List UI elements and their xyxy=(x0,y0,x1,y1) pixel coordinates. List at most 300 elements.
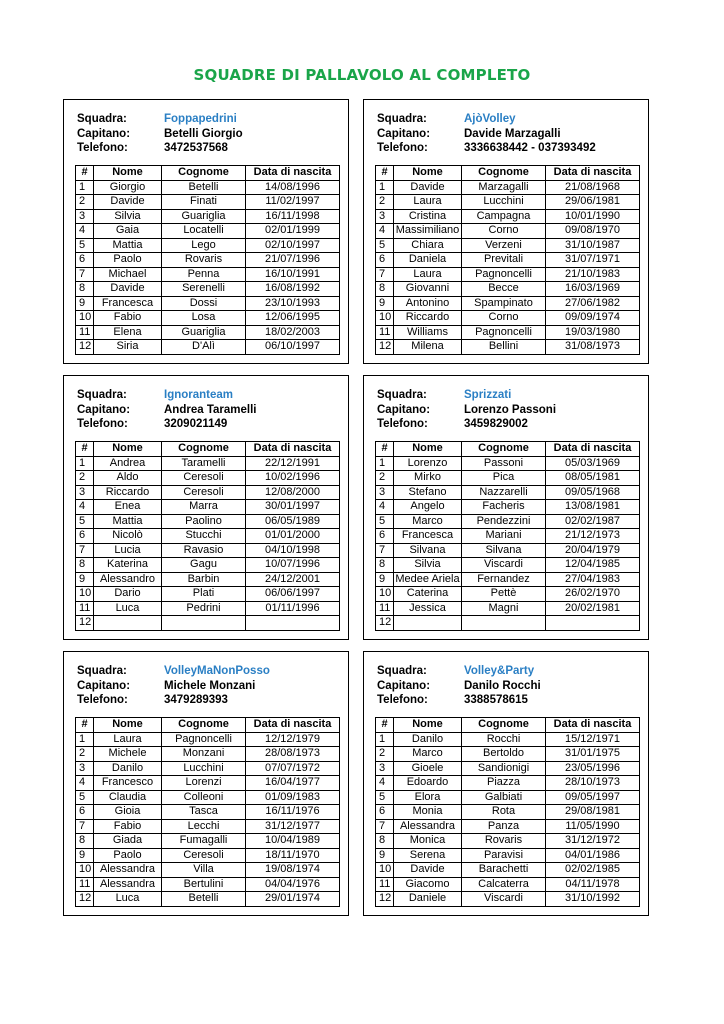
player-number: 10 xyxy=(76,863,94,878)
table-row xyxy=(76,456,340,471)
player-last-name: Lucchini xyxy=(162,761,246,776)
player-birth-date: 12/12/1979 xyxy=(246,732,340,747)
table-row xyxy=(376,572,640,587)
team-name: Sprizzati xyxy=(464,389,512,401)
player-birth-date xyxy=(546,616,640,631)
table-row xyxy=(376,805,640,820)
player-last-name: Gagu xyxy=(162,558,246,573)
table-row xyxy=(376,325,640,340)
info-row-telefono xyxy=(77,141,342,156)
table-header-row xyxy=(76,442,340,457)
header-data-nascita: Data di nascita xyxy=(246,166,340,181)
team-name: Ignoranteam xyxy=(164,389,234,401)
player-birth-date: 12/06/1995 xyxy=(246,311,340,326)
table-row xyxy=(76,180,340,195)
header-number: # xyxy=(76,166,94,181)
captain-label: Capitano: xyxy=(377,127,431,140)
table-header-row xyxy=(76,166,340,181)
player-birth-date: 10/02/1996 xyxy=(246,471,340,486)
player-first-name: Francesca xyxy=(94,296,162,311)
player-last-name: Magni xyxy=(462,601,546,616)
player-first-name: Mattia xyxy=(94,238,162,253)
player-first-name: Chiara xyxy=(394,238,462,253)
player-last-name: Pettè xyxy=(462,587,546,602)
info-row-squadra xyxy=(77,112,342,127)
phone-label: Telefono: xyxy=(77,418,128,430)
player-first-name: Nicolò xyxy=(94,529,162,544)
info-row-telefono xyxy=(377,417,642,432)
table-row xyxy=(376,456,640,471)
table-row xyxy=(76,296,340,311)
captain-name: Andrea Taramelli xyxy=(164,403,257,416)
player-first-name: Silvana xyxy=(394,543,462,558)
player-birth-date: 31/07/1971 xyxy=(546,253,640,268)
table-row xyxy=(76,805,340,820)
player-first-name: Serena xyxy=(394,848,462,863)
table-row xyxy=(76,572,340,587)
player-number: 7 xyxy=(76,267,94,282)
player-first-name: Stefano xyxy=(394,485,462,500)
info-row-capitano xyxy=(77,403,342,418)
table-row xyxy=(76,877,340,892)
player-birth-date: 29/06/1981 xyxy=(546,195,640,210)
player-birth-date: 30/01/1997 xyxy=(246,500,340,515)
team-name: VolleyMaNonPosso xyxy=(164,665,270,677)
header-nome: Nome xyxy=(94,718,162,733)
player-birth-date: 04/01/1986 xyxy=(546,848,640,863)
player-last-name: Rovaris xyxy=(462,834,546,849)
player-birth-date: 31/01/1975 xyxy=(546,747,640,762)
player-number: 11 xyxy=(376,325,394,340)
team-ajovolley-card xyxy=(363,99,649,364)
phone-label: Telefono: xyxy=(77,694,128,706)
table-row xyxy=(76,267,340,282)
player-first-name: Enea xyxy=(94,500,162,515)
player-first-name: Siria xyxy=(94,340,162,355)
player-first-name: Gioia xyxy=(94,805,162,820)
player-number: 7 xyxy=(76,543,94,558)
player-number: 2 xyxy=(376,471,394,486)
player-birth-date: 12/08/2000 xyxy=(246,485,340,500)
player-birth-date: 16/11/1976 xyxy=(246,805,340,820)
team-volley-party-card xyxy=(363,651,649,916)
header-data-nascita: Data di nascita xyxy=(546,718,640,733)
player-first-name: Davide xyxy=(394,863,462,878)
player-birth-date: 16/03/1969 xyxy=(546,282,640,297)
player-number: 7 xyxy=(76,819,94,834)
player-birth-date: 28/10/1973 xyxy=(546,776,640,791)
player-number: 12 xyxy=(76,340,94,355)
player-first-name: Edoardo xyxy=(394,776,462,791)
player-last-name xyxy=(162,616,246,631)
player-number: 6 xyxy=(376,805,394,820)
info-row-capitano xyxy=(377,403,642,418)
player-number: 4 xyxy=(376,776,394,791)
player-last-name: Locatelli xyxy=(162,224,246,239)
team-volleymanonposso-card xyxy=(63,651,349,916)
player-number: 12 xyxy=(376,340,394,355)
player-birth-date: 06/06/1997 xyxy=(246,587,340,602)
table-row xyxy=(376,500,640,515)
player-birth-date: 05/03/1969 xyxy=(546,456,640,471)
player-birth-date: 01/01/2000 xyxy=(246,529,340,544)
player-last-name xyxy=(462,616,546,631)
player-first-name: Lucia xyxy=(94,543,162,558)
player-last-name: Guariglia xyxy=(162,209,246,224)
player-first-name: Cristina xyxy=(394,209,462,224)
player-birth-date: 06/10/1997 xyxy=(246,340,340,355)
player-number: 6 xyxy=(76,805,94,820)
table-row xyxy=(376,267,640,282)
info-row-squadra xyxy=(377,664,642,679)
info-row-telefono xyxy=(77,417,342,432)
player-first-name: Laura xyxy=(394,267,462,282)
player-number: 9 xyxy=(76,848,94,863)
player-birth-date: 14/08/1996 xyxy=(246,180,340,195)
player-number: 12 xyxy=(376,616,394,631)
table-row xyxy=(76,834,340,849)
header-cognome: Cognome xyxy=(162,166,246,181)
table-row xyxy=(76,747,340,762)
player-first-name: Marco xyxy=(394,747,462,762)
player-number: 2 xyxy=(76,747,94,762)
player-number: 4 xyxy=(376,224,394,239)
player-birth-date: 27/06/1982 xyxy=(546,296,640,311)
player-number: 11 xyxy=(376,877,394,892)
player-number: 8 xyxy=(376,282,394,297)
player-last-name: Verzeni xyxy=(462,238,546,253)
player-last-name: Plati xyxy=(162,587,246,602)
table-row xyxy=(76,311,340,326)
player-number: 7 xyxy=(376,543,394,558)
player-birth-date: 24/12/2001 xyxy=(246,572,340,587)
table-row xyxy=(376,311,640,326)
player-birth-date: 02/10/1997 xyxy=(246,238,340,253)
player-last-name: Becce xyxy=(462,282,546,297)
player-last-name: Pendezzini xyxy=(462,514,546,529)
team-info xyxy=(377,388,642,432)
player-number: 6 xyxy=(76,529,94,544)
phone-number: 3472537568 xyxy=(164,142,228,154)
player-first-name: Katerina xyxy=(94,558,162,573)
player-last-name: Lego xyxy=(162,238,246,253)
header-nome: Nome xyxy=(394,442,462,457)
player-last-name: Lorenzi xyxy=(162,776,246,791)
player-birth-date: 11/05/1990 xyxy=(546,819,640,834)
player-number: 9 xyxy=(376,848,394,863)
table-row xyxy=(76,238,340,253)
player-last-name: Marzagalli xyxy=(462,180,546,195)
player-number: 2 xyxy=(376,195,394,210)
table-row xyxy=(376,195,640,210)
player-birth-date: 27/04/1983 xyxy=(546,572,640,587)
player-birth-date: 18/02/2003 xyxy=(246,325,340,340)
player-birth-date: 20/02/1981 xyxy=(546,601,640,616)
phone-number: 3388578615 xyxy=(464,694,528,706)
player-last-name: Mariani xyxy=(462,529,546,544)
phone-number: 3336638442 - 037393492 xyxy=(464,142,596,154)
team-info xyxy=(377,664,642,708)
player-birth-date: 31/10/1987 xyxy=(546,238,640,253)
table-row xyxy=(76,819,340,834)
player-last-name: Pagnoncelli xyxy=(162,732,246,747)
header-nome: Nome xyxy=(394,166,462,181)
table-row xyxy=(376,892,640,907)
player-birth-date: 12/04/1985 xyxy=(546,558,640,573)
player-number: 1 xyxy=(76,180,94,195)
player-first-name: Danilo xyxy=(94,761,162,776)
player-last-name: Pica xyxy=(462,471,546,486)
player-first-name: Davide xyxy=(94,282,162,297)
table-row xyxy=(376,514,640,529)
header-number: # xyxy=(376,166,394,181)
player-last-name: Rota xyxy=(462,805,546,820)
player-last-name: Nazzarelli xyxy=(462,485,546,500)
table-row xyxy=(376,485,640,500)
player-birth-date: 21/12/1973 xyxy=(546,529,640,544)
captain-label: Capitano: xyxy=(77,127,131,140)
player-birth-date: 23/05/1996 xyxy=(546,761,640,776)
team-name-label: Squadra: xyxy=(377,389,427,401)
player-number: 5 xyxy=(376,514,394,529)
player-number: 9 xyxy=(76,572,94,587)
captain-label: Capitano: xyxy=(377,403,431,416)
player-number: 5 xyxy=(376,238,394,253)
player-first-name: Danilo xyxy=(394,732,462,747)
table-row xyxy=(76,209,340,224)
player-number: 11 xyxy=(76,601,94,616)
header-cognome: Cognome xyxy=(462,718,546,733)
player-birth-date: 16/04/1977 xyxy=(246,776,340,791)
player-first-name: Gaia xyxy=(94,224,162,239)
player-last-name: Ceresoli xyxy=(162,848,246,863)
player-birth-date: 09/09/1974 xyxy=(546,311,640,326)
player-last-name: Serenelli xyxy=(162,282,246,297)
table-row xyxy=(376,732,640,747)
player-first-name: Elena xyxy=(94,325,162,340)
player-birth-date: 09/05/1968 xyxy=(546,485,640,500)
player-number: 9 xyxy=(376,572,394,587)
player-first-name: Aldo xyxy=(94,471,162,486)
info-row-squadra xyxy=(377,112,642,127)
player-birth-date: 16/10/1991 xyxy=(246,267,340,282)
player-birth-date: 07/07/1972 xyxy=(246,761,340,776)
player-last-name: Betelli xyxy=(162,180,246,195)
player-birth-date: 13/08/1981 xyxy=(546,500,640,515)
table-row xyxy=(376,558,640,573)
table-row xyxy=(76,558,340,573)
player-last-name: Campagna xyxy=(462,209,546,224)
player-first-name: Antonino xyxy=(394,296,462,311)
captain-name: Betelli Giorgio xyxy=(164,127,243,140)
player-first-name: Alessandra xyxy=(94,863,162,878)
phone-number: 3479289393 xyxy=(164,694,228,706)
player-first-name: Giovanni xyxy=(394,282,462,297)
player-last-name: Betelli xyxy=(162,892,246,907)
header-number: # xyxy=(76,442,94,457)
player-number: 6 xyxy=(76,253,94,268)
phone-label: Telefono: xyxy=(377,142,428,154)
table-row xyxy=(76,892,340,907)
table-row xyxy=(76,848,340,863)
player-birth-date: 08/05/1981 xyxy=(546,471,640,486)
table-row xyxy=(76,732,340,747)
header-data-nascita: Data di nascita xyxy=(246,718,340,733)
player-first-name: Angelo xyxy=(394,500,462,515)
player-first-name: Gioele xyxy=(394,761,462,776)
player-first-name: Monica xyxy=(394,834,462,849)
team-info xyxy=(77,112,342,156)
player-last-name: Viscardi xyxy=(462,558,546,573)
players-table xyxy=(375,717,640,907)
table-row xyxy=(376,529,640,544)
player-birth-date: 31/12/1972 xyxy=(546,834,640,849)
players-table xyxy=(75,717,340,907)
table-row xyxy=(76,340,340,355)
player-number: 11 xyxy=(76,877,94,892)
player-last-name: Pagnoncelli xyxy=(462,325,546,340)
player-number: 7 xyxy=(376,267,394,282)
player-first-name: Caterina xyxy=(394,587,462,602)
player-first-name: Milena xyxy=(394,340,462,355)
table-row xyxy=(76,282,340,297)
table-row xyxy=(76,471,340,486)
header-data-nascita: Data di nascita xyxy=(546,166,640,181)
player-number: 10 xyxy=(376,863,394,878)
player-last-name: Bertoldo xyxy=(462,747,546,762)
player-birth-date: 28/08/1973 xyxy=(246,747,340,762)
header-data-nascita: Data di nascita xyxy=(546,442,640,457)
team-info xyxy=(77,388,342,432)
player-birth-date: 21/10/1983 xyxy=(546,267,640,282)
player-last-name: Calcaterra xyxy=(462,877,546,892)
table-row xyxy=(376,747,640,762)
table-row xyxy=(76,616,340,631)
table-header-row xyxy=(76,718,340,733)
player-number: 5 xyxy=(376,790,394,805)
table-row xyxy=(376,761,640,776)
player-first-name: Lorenzo xyxy=(394,456,462,471)
players-table xyxy=(75,165,340,355)
player-first-name: Francesco xyxy=(94,776,162,791)
player-number: 3 xyxy=(76,761,94,776)
player-number: 1 xyxy=(376,732,394,747)
players-table xyxy=(375,441,640,631)
player-first-name: Alessandra xyxy=(394,819,462,834)
player-last-name: Lucchini xyxy=(462,195,546,210)
player-first-name: Michael xyxy=(94,267,162,282)
player-birth-date: 02/01/1999 xyxy=(246,224,340,239)
player-first-name: Daniele xyxy=(394,892,462,907)
team-sprizzati-card xyxy=(363,375,649,640)
player-first-name: Monia xyxy=(394,805,462,820)
phone-label: Telefono: xyxy=(77,142,128,154)
player-first-name: Giada xyxy=(94,834,162,849)
player-birth-date: 21/08/1968 xyxy=(546,180,640,195)
player-last-name: Dossi xyxy=(162,296,246,311)
team-name: AjòVolley xyxy=(464,113,516,125)
info-row-squadra xyxy=(77,664,342,679)
player-number: 10 xyxy=(76,311,94,326)
table-row xyxy=(376,224,640,239)
player-birth-date: 02/02/1985 xyxy=(546,863,640,878)
player-number: 3 xyxy=(76,209,94,224)
player-number: 3 xyxy=(376,209,394,224)
player-number: 12 xyxy=(76,616,94,631)
table-row xyxy=(76,514,340,529)
player-number: 4 xyxy=(376,500,394,515)
header-cognome: Cognome xyxy=(462,166,546,181)
player-number: 3 xyxy=(76,485,94,500)
table-row xyxy=(376,180,640,195)
table-row xyxy=(376,848,640,863)
player-last-name: Previtali xyxy=(462,253,546,268)
player-birth-date xyxy=(246,616,340,631)
team-name-label: Squadra: xyxy=(77,389,127,401)
player-last-name: Barachetti xyxy=(462,863,546,878)
player-birth-date: 15/12/1971 xyxy=(546,732,640,747)
player-last-name: Rovaris xyxy=(162,253,246,268)
player-first-name: Alessandra xyxy=(94,877,162,892)
table-row xyxy=(376,616,640,631)
player-number: 10 xyxy=(376,587,394,602)
player-last-name: Marra xyxy=(162,500,246,515)
player-number: 9 xyxy=(76,296,94,311)
player-number: 2 xyxy=(376,747,394,762)
player-last-name: Rocchi xyxy=(462,732,546,747)
player-first-name: Mirko xyxy=(394,471,462,486)
player-last-name: Facheris xyxy=(462,500,546,515)
player-first-name: Paolo xyxy=(94,253,162,268)
player-first-name: Giacomo xyxy=(394,877,462,892)
info-row-squadra xyxy=(377,388,642,403)
table-row xyxy=(76,543,340,558)
player-birth-date: 04/11/1978 xyxy=(546,877,640,892)
player-birth-date: 01/09/1983 xyxy=(246,790,340,805)
player-first-name: Riccardo xyxy=(94,485,162,500)
player-birth-date: 19/03/1980 xyxy=(546,325,640,340)
player-first-name xyxy=(94,616,162,631)
player-number: 1 xyxy=(76,456,94,471)
info-row-capitano xyxy=(77,127,342,142)
info-row-telefono xyxy=(377,693,642,708)
player-last-name: Penna xyxy=(162,267,246,282)
player-number: 4 xyxy=(76,776,94,791)
player-number: 12 xyxy=(76,892,94,907)
player-birth-date: 09/08/1970 xyxy=(546,224,640,239)
player-number: 8 xyxy=(76,834,94,849)
player-last-name: Stucchi xyxy=(162,529,246,544)
team-name-label: Squadra: xyxy=(77,665,127,677)
table-row xyxy=(376,877,640,892)
table-row xyxy=(376,834,640,849)
player-number: 11 xyxy=(376,601,394,616)
player-last-name: Monzani xyxy=(162,747,246,762)
player-number: 11 xyxy=(76,325,94,340)
player-birth-date: 04/04/1976 xyxy=(246,877,340,892)
player-number: 4 xyxy=(76,500,94,515)
table-header-row xyxy=(376,166,640,181)
table-row xyxy=(76,761,340,776)
table-row xyxy=(76,500,340,515)
player-first-name: Francesca xyxy=(394,529,462,544)
info-row-squadra xyxy=(77,388,342,403)
player-last-name: Finati xyxy=(162,195,246,210)
player-last-name: Tasca xyxy=(162,805,246,820)
player-first-name: Luca xyxy=(94,892,162,907)
player-number: 10 xyxy=(376,311,394,326)
team-info xyxy=(77,664,342,708)
